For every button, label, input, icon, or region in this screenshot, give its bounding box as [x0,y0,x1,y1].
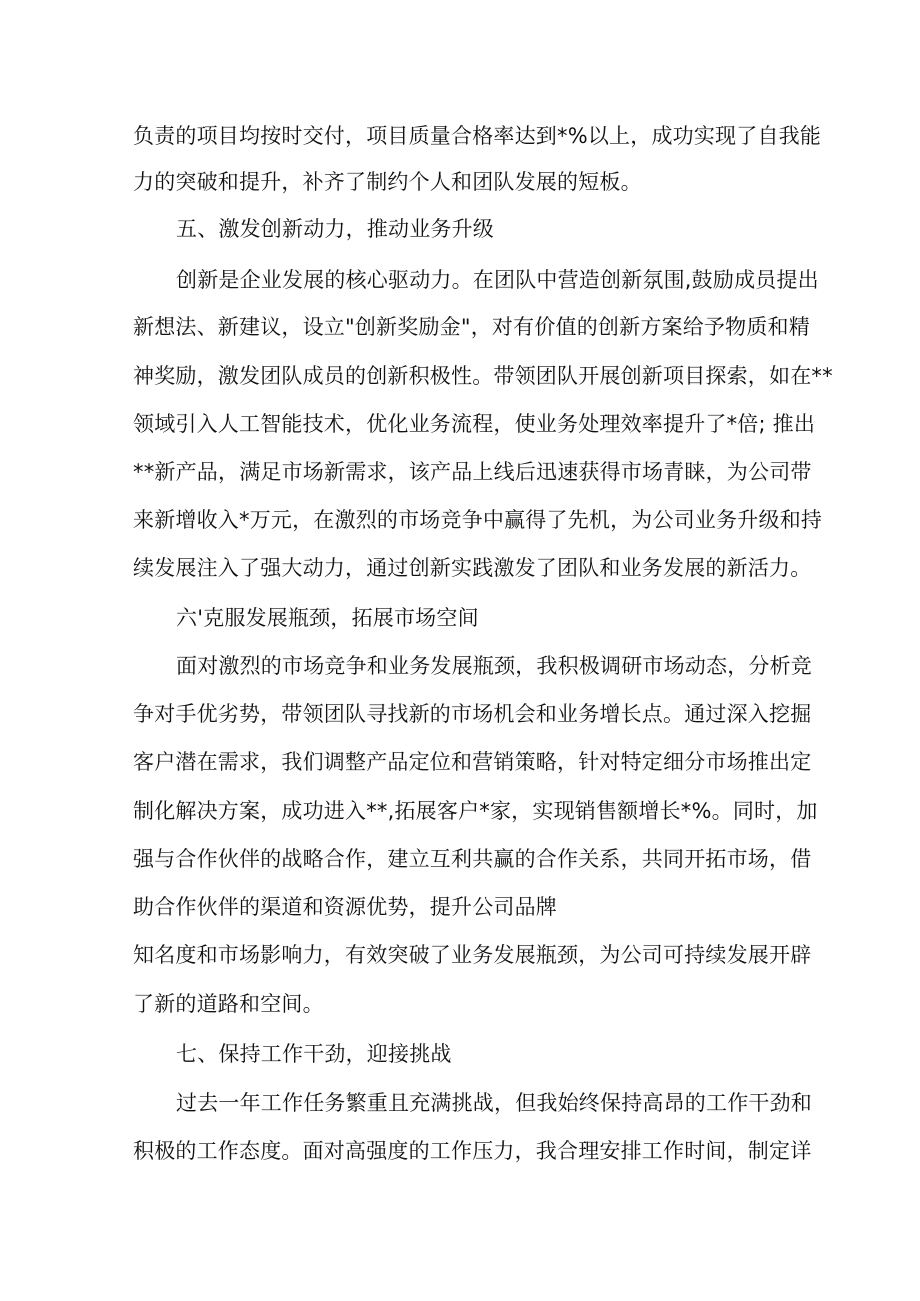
paragraph-line: 力的突破和提升，补齐了制约个人和团队发展的短板。 [133,170,642,194]
paragraph-line: 助合作伙伴的渠道和资源优势，提升公司品牌 [133,895,557,919]
section-heading-5: 五、激发创新动力，推动业务升级 [176,217,494,241]
paragraph-line: 制化解决方案，成功进入**,拓展客户*家，实现销售额增长*%。同时，加 [133,799,818,823]
paragraph-line: 了新的道路和空间。 [133,992,324,1016]
paragraph-line: 客户潜在需求，我们调整产品定位和营销策略，针对特定细分市场推出定 [133,750,812,774]
paragraph-line: 神奖励，激发团队成员的创新积极性。带领团队开展创新项目探索，如在** [133,364,833,388]
section-heading-7: 七、保持工作干劲，迎接挑战 [176,1042,452,1066]
paragraph-line: 知名度和市场影响力，有效突破了业务发展瓶颈，为公司可持续发展开辟 [133,943,812,967]
section-heading-6: 六'克服发展瓶颈，拓展市场空间 [176,606,479,630]
paragraph-line: 续发展注入了强大动力，通过创新实践激发了团队和业务发展的新活力。 [133,556,812,580]
paragraph-line: 新想法、新建议，设立"创新奖励金"，对有价值的创新方案给予物质和精 [133,315,810,339]
paragraph-line: 面对激烈的市场竞争和业务发展瓶颈，我积极调研市场动态，分析竞 [176,654,812,678]
paragraph-line: 积极的工作态度。面对高强度的工作压力，我合理安排工作时间，制定详 [133,1139,812,1163]
paragraph-line: 负责的项目均按时交付，项目质量合格率达到*%以上，成功实现了自我能 [133,124,822,148]
paragraph-line: 争对手优劣势，带领团队寻找新的市场机会和业务增长点。通过深入挖掘 [133,702,812,726]
paragraph-line: 来新增收入*万元，在激烈的市场竞争中赢得了先机，为公司业务升级和持 [133,508,823,532]
paragraph-line: 过去一年工作任务繁重且充满挑战，但我始终保持高昂的工作干劲和 [176,1091,812,1115]
paragraph-line: 强与合作伙伴的战略合作，建立互利共赢的合作关系，共同开拓市场，借 [133,847,812,871]
paragraph-line: 创新是企业发展的核心驱动力。在团队中营造创新氛围,鼓励成员提出 [176,268,819,292]
paragraph-line: **新产品，满足市场新需求，该产品上线后迅速获得市场青睐，为公司带 [133,460,812,484]
paragraph-line: 领域引入人工智能技术，优化业务流程，使业务处理效率提升了*倍; 推出 [133,412,816,436]
